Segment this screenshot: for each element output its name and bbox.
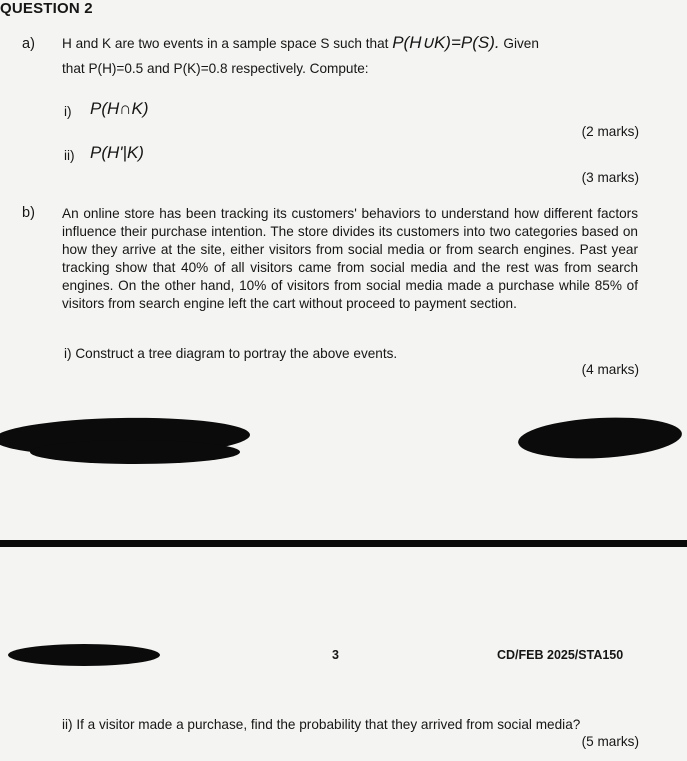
page-number: 3 [332, 648, 339, 662]
sub-i-marks: (2 marks) [581, 124, 639, 139]
part-b-sub-ii-marks: (5 marks) [581, 734, 639, 749]
part-a-line1-text: H and K are two events in a sample space S such that [62, 36, 389, 51]
intersection-expression: P(H∩K) [90, 99, 149, 118]
part-b-sub-ii: ii) If a visitor made a purchase, find the probability that they arrived from social media? [62, 717, 581, 732]
part-a-that: that [62, 61, 85, 76]
paper-code: CD/FEB 2025/STA150 [497, 648, 624, 662]
part-b-paragraph: An online store has been tracking its customers' behaviors to understand how different factors influence their purchase intention. The store divides its customers into two categories based on how they arrive at the site, either visitors from social media or from search engines. Past year tracking show that 40% of all visitors came from social media and the rest was from search engines. On the other hand, 10% of visitors from social media made a purchase while 85% of visitors from search engine left the cart without proceed to payment section. [62, 206, 638, 311]
redaction-blob-right [517, 414, 683, 463]
sub-ii-marks: (3 marks) [581, 170, 639, 185]
sub-i-label: i) [64, 104, 72, 119]
part-a-line-2 [62, 59, 369, 79]
conditional-expression: P(H'|K) [90, 143, 144, 162]
part-b-sub-i: i) Construct a tree diagram to portray the above events. [64, 346, 398, 361]
part-a-given: Given [503, 36, 539, 51]
prob-k: P(K)=0.8 [173, 61, 228, 76]
question-heading: QUESTION 2 [0, 0, 93, 17]
part-a-line-1 [62, 33, 647, 54]
part-a-label: a) [22, 36, 35, 52]
prob-h: P(H)=0.5 [88, 61, 144, 76]
part-a-respectively: respectively. Compute: [231, 61, 369, 76]
redaction-blob-left-lower [30, 440, 240, 464]
union-expression: P(H∪K)=P(S). [392, 33, 500, 52]
part-b-label: b) [22, 205, 35, 221]
redaction-blob-footer [8, 644, 160, 666]
page-break-rule [0, 540, 687, 547]
part-a-and: and [147, 61, 170, 76]
sub-ii-label: ii) [64, 148, 75, 163]
part-b-sub-i-marks: (4 marks) [581, 362, 639, 377]
